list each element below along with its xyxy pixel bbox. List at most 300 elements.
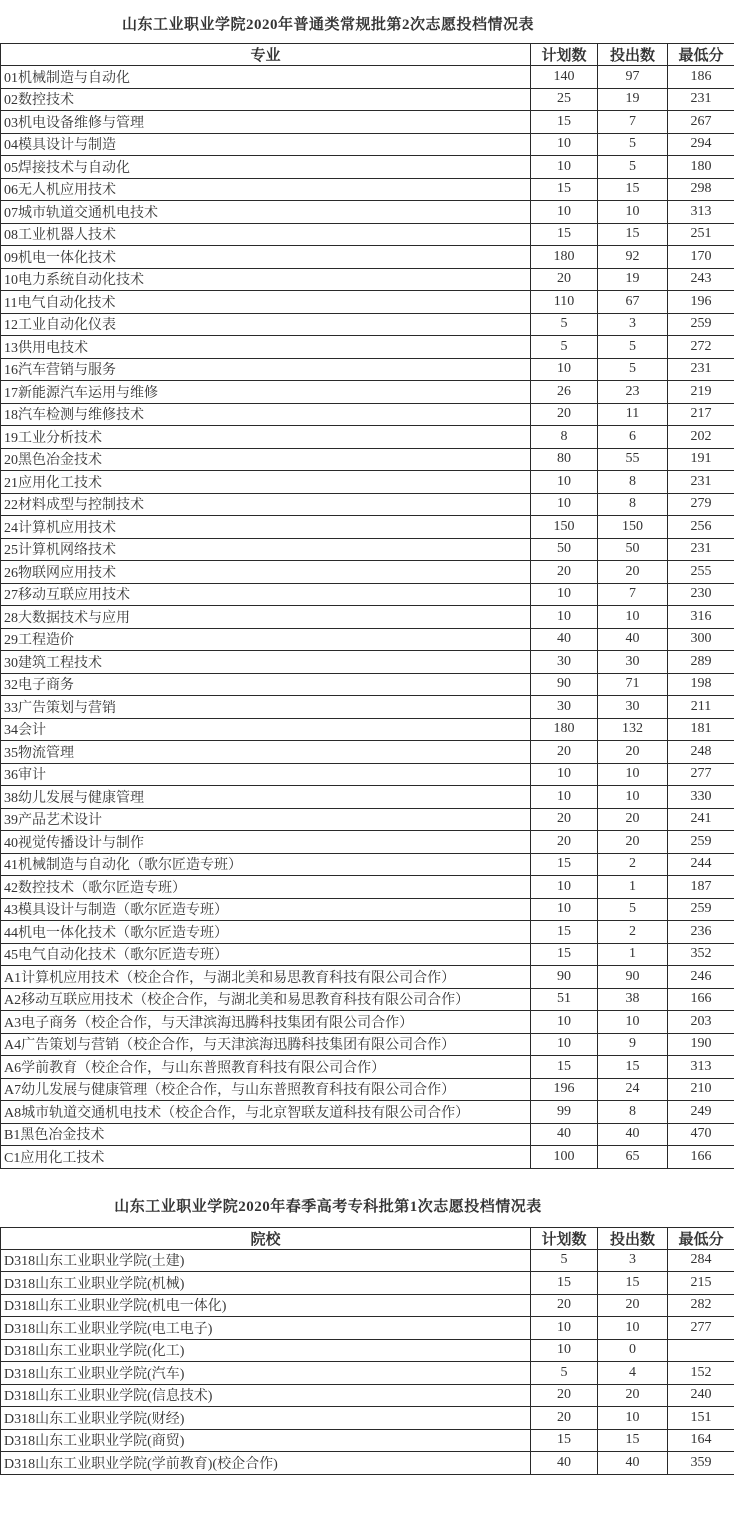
table-row bbox=[1, 1384, 734, 1407]
row-value-cell: 294 bbox=[668, 133, 734, 156]
table-row bbox=[1, 808, 734, 831]
table-row bbox=[1, 291, 734, 314]
table-header-row bbox=[1, 44, 734, 66]
row-label-cell: 38幼儿发展与健康管理 bbox=[1, 786, 531, 809]
row-value-cell: 10 bbox=[598, 1407, 668, 1430]
row-value-cell: 40 bbox=[531, 628, 598, 651]
table-row bbox=[1, 156, 734, 179]
table-row bbox=[1, 448, 734, 471]
row-value-cell: 248 bbox=[668, 741, 734, 764]
row-label-cell: A7幼儿发展与健康管理（校企合作，与山东普照教育科技有限公司合作） bbox=[1, 1078, 531, 1101]
row-value-cell: 217 bbox=[668, 403, 734, 426]
column-header-cast-count: 投出数 bbox=[598, 1227, 668, 1249]
table-row bbox=[1, 1033, 734, 1056]
table-row bbox=[1, 88, 734, 111]
row-value-cell: 3 bbox=[598, 1249, 668, 1272]
table-row bbox=[1, 898, 734, 921]
row-value-cell: 55 bbox=[598, 448, 668, 471]
table-row bbox=[1, 583, 734, 606]
table-row bbox=[1, 223, 734, 246]
row-value-cell: 180 bbox=[668, 156, 734, 179]
row-value-cell: 9 bbox=[598, 1033, 668, 1056]
row-value-cell: 186 bbox=[668, 66, 734, 89]
row-value-cell: 5 bbox=[598, 336, 668, 359]
row-value-cell: 203 bbox=[668, 1011, 734, 1034]
table-row bbox=[1, 313, 734, 336]
table-row bbox=[1, 538, 734, 561]
row-value-cell: 25 bbox=[531, 88, 598, 111]
row-value-cell: 90 bbox=[598, 966, 668, 989]
row-value-cell: 243 bbox=[668, 268, 734, 291]
row-value-cell: 50 bbox=[531, 538, 598, 561]
row-value-cell: 10 bbox=[598, 1317, 668, 1340]
row-value-cell: 5 bbox=[531, 1249, 598, 1272]
row-value-cell: 30 bbox=[598, 651, 668, 674]
spring-exam-table bbox=[0, 1227, 734, 1475]
row-value-cell: 71 bbox=[598, 673, 668, 696]
row-label-cell: 28大数据技术与应用 bbox=[1, 606, 531, 629]
row-value-cell: 289 bbox=[668, 651, 734, 674]
row-value-cell: 166 bbox=[668, 1146, 734, 1169]
table-row bbox=[1, 561, 734, 584]
row-value-cell: 15 bbox=[598, 1429, 668, 1452]
row-value-cell: 2 bbox=[598, 853, 668, 876]
row-value-cell: 20 bbox=[531, 808, 598, 831]
row-label-cell: 40视觉传播设计与制作 bbox=[1, 831, 531, 854]
row-value-cell: 10 bbox=[598, 606, 668, 629]
row-value-cell: 65 bbox=[598, 1146, 668, 1169]
table-row bbox=[1, 606, 734, 629]
row-value-cell: 359 bbox=[668, 1452, 734, 1475]
table-row bbox=[1, 921, 734, 944]
row-value-cell: 211 bbox=[668, 696, 734, 719]
row-label-cell: D318山东工业职业学院(电工电子) bbox=[1, 1317, 531, 1340]
row-value-cell: 259 bbox=[668, 831, 734, 854]
row-value-cell: 15 bbox=[598, 223, 668, 246]
row-value-cell: 92 bbox=[598, 246, 668, 269]
row-value-cell bbox=[668, 1339, 734, 1362]
row-value-cell: 259 bbox=[668, 313, 734, 336]
row-value-cell: 10 bbox=[531, 471, 598, 494]
row-value-cell: 191 bbox=[668, 448, 734, 471]
row-value-cell: 5 bbox=[598, 133, 668, 156]
row-value-cell: 24 bbox=[598, 1078, 668, 1101]
row-value-cell: 316 bbox=[668, 606, 734, 629]
row-value-cell: 10 bbox=[598, 763, 668, 786]
table-row bbox=[1, 943, 734, 966]
table-row bbox=[1, 381, 734, 404]
table-row bbox=[1, 628, 734, 651]
row-value-cell: 140 bbox=[531, 66, 598, 89]
row-value-cell: 244 bbox=[668, 853, 734, 876]
row-value-cell: 90 bbox=[531, 966, 598, 989]
row-label-cell: A6学前教育（校企合作，与山东普照教育科技有限公司合作） bbox=[1, 1056, 531, 1079]
row-label-cell: 41机械制造与自动化（歌尔匠造专班） bbox=[1, 853, 531, 876]
row-value-cell: 298 bbox=[668, 178, 734, 201]
table-row bbox=[1, 1101, 734, 1124]
row-value-cell: 1 bbox=[598, 943, 668, 966]
row-label-cell: 36审计 bbox=[1, 763, 531, 786]
row-value-cell: 15 bbox=[531, 853, 598, 876]
table-row bbox=[1, 111, 734, 134]
row-label-cell: 16汽车营销与服务 bbox=[1, 358, 531, 381]
row-label-cell: 32电子商务 bbox=[1, 673, 531, 696]
row-label-cell: D318山东工业职业学院(信息技术) bbox=[1, 1384, 531, 1407]
row-value-cell: 5 bbox=[531, 313, 598, 336]
column-header-plan-count: 计划数 bbox=[531, 1227, 598, 1249]
row-value-cell: 151 bbox=[668, 1407, 734, 1430]
spring-exam-table-title: 山东工业职业学院2020年春季高考专科批第1次志愿投档情况表 bbox=[114, 1198, 542, 1215]
row-label-cell: 20黑色冶金技术 bbox=[1, 448, 531, 471]
row-value-cell: 231 bbox=[668, 471, 734, 494]
row-value-cell: 30 bbox=[531, 696, 598, 719]
row-value-cell: 97 bbox=[598, 66, 668, 89]
row-label-cell: D318山东工业职业学院(机电一体化) bbox=[1, 1294, 531, 1317]
row-value-cell: 20 bbox=[531, 1294, 598, 1317]
row-value-cell: 40 bbox=[531, 1123, 598, 1146]
row-label-cell: 30建筑工程技术 bbox=[1, 651, 531, 674]
row-value-cell: 279 bbox=[668, 493, 734, 516]
row-value-cell: 8 bbox=[531, 426, 598, 449]
row-value-cell: 267 bbox=[668, 111, 734, 134]
table-row bbox=[1, 1452, 734, 1475]
row-label-cell: 02数控技术 bbox=[1, 88, 531, 111]
row-value-cell: 10 bbox=[531, 786, 598, 809]
row-value-cell: 251 bbox=[668, 223, 734, 246]
regular-batch-table-body bbox=[1, 66, 734, 1169]
table-row bbox=[1, 831, 734, 854]
row-value-cell: 284 bbox=[668, 1249, 734, 1272]
row-value-cell: 20 bbox=[531, 1407, 598, 1430]
row-value-cell: 10 bbox=[531, 583, 598, 606]
row-value-cell: 10 bbox=[531, 1317, 598, 1340]
table-row bbox=[1, 358, 734, 381]
row-value-cell: 11 bbox=[598, 403, 668, 426]
row-label-cell: 17新能源汽车运用与维修 bbox=[1, 381, 531, 404]
row-label-cell: D318山东工业职业学院(财经) bbox=[1, 1407, 531, 1430]
row-value-cell: 10 bbox=[598, 786, 668, 809]
row-label-cell: 11电气自动化技术 bbox=[1, 291, 531, 314]
row-value-cell: 230 bbox=[668, 583, 734, 606]
table-row bbox=[1, 1249, 734, 1272]
table-row bbox=[1, 1294, 734, 1317]
row-value-cell: 10 bbox=[531, 358, 598, 381]
row-value-cell: 23 bbox=[598, 381, 668, 404]
table-row bbox=[1, 718, 734, 741]
row-label-cell: 29工程造价 bbox=[1, 628, 531, 651]
row-value-cell: 10 bbox=[531, 898, 598, 921]
row-value-cell: 26 bbox=[531, 381, 598, 404]
row-label-cell: D318山东工业职业学院(汽车) bbox=[1, 1362, 531, 1385]
row-value-cell: 5 bbox=[531, 1362, 598, 1385]
row-value-cell: 67 bbox=[598, 291, 668, 314]
row-label-cell: 34会计 bbox=[1, 718, 531, 741]
row-value-cell: 8 bbox=[598, 1101, 668, 1124]
row-value-cell: 246 bbox=[668, 966, 734, 989]
row-value-cell: 10 bbox=[598, 1011, 668, 1034]
row-value-cell: 219 bbox=[668, 381, 734, 404]
row-value-cell: 10 bbox=[531, 876, 598, 899]
row-value-cell: 20 bbox=[531, 403, 598, 426]
row-label-cell: D318山东工业职业学院(学前教育)(校企合作) bbox=[1, 1452, 531, 1475]
row-value-cell: 313 bbox=[668, 201, 734, 224]
row-label-cell: 04模具设计与制造 bbox=[1, 133, 531, 156]
row-label-cell: 39产品艺术设计 bbox=[1, 808, 531, 831]
row-label-cell: A3电子商务（校企合作，与天津滨海迅腾科技集团有限公司合作） bbox=[1, 1011, 531, 1034]
row-value-cell: 15 bbox=[531, 1056, 598, 1079]
row-value-cell: 180 bbox=[531, 246, 598, 269]
row-label-cell: 22材料成型与控制技术 bbox=[1, 493, 531, 516]
row-label-cell: D318山东工业职业学院(土建) bbox=[1, 1249, 531, 1272]
row-value-cell: 255 bbox=[668, 561, 734, 584]
row-label-cell: A4广告策划与营销（校企合作，与天津滨海迅腾科技集团有限公司合作） bbox=[1, 1033, 531, 1056]
row-value-cell: 215 bbox=[668, 1272, 734, 1295]
row-value-cell: 51 bbox=[531, 988, 598, 1011]
row-label-cell: 24计算机应用技术 bbox=[1, 516, 531, 539]
table-row bbox=[1, 1272, 734, 1295]
table-row bbox=[1, 741, 734, 764]
row-value-cell: 231 bbox=[668, 358, 734, 381]
row-label-cell: 10电力系统自动化技术 bbox=[1, 268, 531, 291]
row-value-cell: 15 bbox=[531, 1272, 598, 1295]
row-value-cell: 4 bbox=[598, 1362, 668, 1385]
row-value-cell: 20 bbox=[598, 741, 668, 764]
row-label-cell: 13供用电技术 bbox=[1, 336, 531, 359]
row-value-cell: 20 bbox=[598, 1294, 668, 1317]
row-value-cell: 40 bbox=[598, 628, 668, 651]
row-value-cell: 256 bbox=[668, 516, 734, 539]
row-value-cell: 15 bbox=[531, 178, 598, 201]
row-value-cell: 150 bbox=[598, 516, 668, 539]
row-value-cell: 5 bbox=[531, 336, 598, 359]
row-value-cell: 277 bbox=[668, 763, 734, 786]
row-value-cell: 40 bbox=[598, 1452, 668, 1475]
row-value-cell: 40 bbox=[531, 1452, 598, 1475]
row-value-cell: 110 bbox=[531, 291, 598, 314]
spring-exam-table-body bbox=[1, 1249, 734, 1474]
row-value-cell: 231 bbox=[668, 88, 734, 111]
table-row bbox=[1, 1429, 734, 1452]
row-label-cell: 43模具设计与制造（歌尔匠造专班） bbox=[1, 898, 531, 921]
table-row bbox=[1, 133, 734, 156]
row-label-cell: 08工业机器人技术 bbox=[1, 223, 531, 246]
column-header-min-score: 最低分 bbox=[668, 1227, 734, 1249]
row-value-cell: 2 bbox=[598, 921, 668, 944]
row-label-cell: 05焊接技术与自动化 bbox=[1, 156, 531, 179]
row-value-cell: 10 bbox=[531, 156, 598, 179]
row-value-cell: 5 bbox=[598, 898, 668, 921]
row-value-cell: 19 bbox=[598, 268, 668, 291]
table-row bbox=[1, 1146, 734, 1169]
row-value-cell: 10 bbox=[531, 201, 598, 224]
row-value-cell: 7 bbox=[598, 583, 668, 606]
row-value-cell: 196 bbox=[668, 291, 734, 314]
table-row bbox=[1, 1407, 734, 1430]
row-value-cell: 152 bbox=[668, 1362, 734, 1385]
table-row bbox=[1, 1339, 734, 1362]
row-value-cell: 40 bbox=[598, 1123, 668, 1146]
row-value-cell: 470 bbox=[668, 1123, 734, 1146]
row-value-cell: 19 bbox=[598, 88, 668, 111]
row-value-cell: 272 bbox=[668, 336, 734, 359]
row-value-cell: 166 bbox=[668, 988, 734, 1011]
table-row bbox=[1, 876, 734, 899]
row-value-cell: 1 bbox=[598, 876, 668, 899]
row-value-cell: 15 bbox=[598, 1056, 668, 1079]
row-label-cell: 03机电设备维修与管理 bbox=[1, 111, 531, 134]
table-row bbox=[1, 471, 734, 494]
row-label-cell: C1应用化工技术 bbox=[1, 1146, 531, 1169]
table-row bbox=[1, 966, 734, 989]
row-value-cell: 181 bbox=[668, 718, 734, 741]
table-row bbox=[1, 246, 734, 269]
row-label-cell: A1计算机应用技术（校企合作，与湖北美和易思教育科技有限公司合作） bbox=[1, 966, 531, 989]
row-label-cell: 44机电一体化技术（歌尔匠造专班） bbox=[1, 921, 531, 944]
row-value-cell: 10 bbox=[531, 1033, 598, 1056]
row-value-cell: 352 bbox=[668, 943, 734, 966]
row-label-cell: D318山东工业职业学院(化工) bbox=[1, 1339, 531, 1362]
row-label-cell: 35物流管理 bbox=[1, 741, 531, 764]
table-row bbox=[1, 403, 734, 426]
table-row bbox=[1, 201, 734, 224]
row-value-cell: 210 bbox=[668, 1078, 734, 1101]
row-value-cell: 187 bbox=[668, 876, 734, 899]
table-row bbox=[1, 1056, 734, 1079]
row-value-cell: 20 bbox=[531, 1384, 598, 1407]
table-row bbox=[1, 1011, 734, 1034]
row-value-cell: 132 bbox=[598, 718, 668, 741]
table-row bbox=[1, 1078, 734, 1101]
row-value-cell: 8 bbox=[598, 471, 668, 494]
table-row bbox=[1, 763, 734, 786]
row-value-cell: 20 bbox=[598, 1384, 668, 1407]
row-value-cell: 99 bbox=[531, 1101, 598, 1124]
row-value-cell: 236 bbox=[668, 921, 734, 944]
row-value-cell: 20 bbox=[531, 741, 598, 764]
table-row bbox=[1, 426, 734, 449]
row-label-cell: D318山东工业职业学院(机械) bbox=[1, 1272, 531, 1295]
regular-batch-table bbox=[0, 43, 734, 1169]
row-value-cell: 15 bbox=[598, 178, 668, 201]
table-row bbox=[1, 988, 734, 1011]
table-row bbox=[1, 336, 734, 359]
row-value-cell: 6 bbox=[598, 426, 668, 449]
row-value-cell: 15 bbox=[531, 111, 598, 134]
row-label-cell: 21应用化工技术 bbox=[1, 471, 531, 494]
row-value-cell: 5 bbox=[598, 358, 668, 381]
row-value-cell: 15 bbox=[598, 1272, 668, 1295]
row-label-cell: 26物联网应用技术 bbox=[1, 561, 531, 584]
row-value-cell: 10 bbox=[531, 133, 598, 156]
row-value-cell: 15 bbox=[531, 921, 598, 944]
row-value-cell: 10 bbox=[598, 201, 668, 224]
row-value-cell: 241 bbox=[668, 808, 734, 831]
row-label-cell: 45电气自动化技术（歌尔匠造专班） bbox=[1, 943, 531, 966]
row-value-cell: 20 bbox=[531, 268, 598, 291]
row-value-cell: 15 bbox=[531, 943, 598, 966]
table-row bbox=[1, 178, 734, 201]
column-header-plan-count: 计划数 bbox=[531, 44, 598, 66]
row-value-cell: 7 bbox=[598, 111, 668, 134]
row-value-cell: 330 bbox=[668, 786, 734, 809]
row-value-cell: 50 bbox=[598, 538, 668, 561]
row-value-cell: 5 bbox=[598, 156, 668, 179]
table-row bbox=[1, 696, 734, 719]
regular-batch-table-title: 山东工业职业学院2020年普通类常规批第2次志愿投档情况表 bbox=[121, 17, 534, 33]
row-value-cell: 0 bbox=[598, 1339, 668, 1362]
row-value-cell: 30 bbox=[598, 696, 668, 719]
row-value-cell: 90 bbox=[531, 673, 598, 696]
row-value-cell: 164 bbox=[668, 1429, 734, 1452]
row-value-cell: 10 bbox=[531, 1011, 598, 1034]
row-value-cell: 300 bbox=[668, 628, 734, 651]
row-value-cell: 259 bbox=[668, 898, 734, 921]
row-value-cell: 180 bbox=[531, 718, 598, 741]
row-value-cell: 10 bbox=[531, 1339, 598, 1362]
row-label-cell: 19工业分析技术 bbox=[1, 426, 531, 449]
table-row bbox=[1, 516, 734, 539]
row-value-cell: 240 bbox=[668, 1384, 734, 1407]
row-value-cell: 150 bbox=[531, 516, 598, 539]
row-value-cell: 3 bbox=[598, 313, 668, 336]
table-header-row bbox=[1, 1227, 734, 1249]
row-value-cell: 249 bbox=[668, 1101, 734, 1124]
row-label-cell: 25计算机网络技术 bbox=[1, 538, 531, 561]
row-label-cell: A2移动互联应用技术（校企合作，与湖北美和易思教育科技有限公司合作） bbox=[1, 988, 531, 1011]
row-value-cell: 20 bbox=[598, 561, 668, 584]
row-value-cell: 38 bbox=[598, 988, 668, 1011]
row-label-cell: 06无人机应用技术 bbox=[1, 178, 531, 201]
row-value-cell: 30 bbox=[531, 651, 598, 674]
table-row bbox=[1, 493, 734, 516]
row-label-cell: 09机电一体化技术 bbox=[1, 246, 531, 269]
table-row bbox=[1, 268, 734, 291]
table-row bbox=[1, 1123, 734, 1146]
table-row bbox=[1, 786, 734, 809]
row-value-cell: 198 bbox=[668, 673, 734, 696]
row-label-cell: 33广告策划与营销 bbox=[1, 696, 531, 719]
row-value-cell: 202 bbox=[668, 426, 734, 449]
row-label-cell: D318山东工业职业学院(商贸) bbox=[1, 1429, 531, 1452]
row-label-cell: 01机械制造与自动化 bbox=[1, 66, 531, 89]
row-value-cell: 10 bbox=[531, 763, 598, 786]
row-value-cell: 231 bbox=[668, 538, 734, 561]
row-value-cell: 20 bbox=[531, 561, 598, 584]
row-value-cell: 15 bbox=[531, 1429, 598, 1452]
table-row bbox=[1, 1317, 734, 1340]
row-value-cell: 10 bbox=[531, 493, 598, 516]
row-value-cell: 20 bbox=[598, 808, 668, 831]
table-row bbox=[1, 853, 734, 876]
row-value-cell: 170 bbox=[668, 246, 734, 269]
table-row bbox=[1, 66, 734, 89]
column-header-major: 专业 bbox=[1, 44, 531, 66]
row-label-cell: A8城市轨道交通机电技术（校企合作，与北京智联友道科技有限公司合作） bbox=[1, 1101, 531, 1124]
column-header-min-score: 最低分 bbox=[668, 44, 734, 66]
row-value-cell: 20 bbox=[598, 831, 668, 854]
column-header-cast-count: 投出数 bbox=[598, 44, 668, 66]
row-label-cell: 42数控技术（歌尔匠造专班） bbox=[1, 876, 531, 899]
row-value-cell: 277 bbox=[668, 1317, 734, 1340]
row-value-cell: 10 bbox=[531, 606, 598, 629]
row-label-cell: 18汽车检测与维修技术 bbox=[1, 403, 531, 426]
row-value-cell: 100 bbox=[531, 1146, 598, 1169]
row-value-cell: 196 bbox=[531, 1078, 598, 1101]
row-value-cell: 15 bbox=[531, 223, 598, 246]
table-row bbox=[1, 651, 734, 674]
table-row bbox=[1, 1362, 734, 1385]
row-value-cell: 282 bbox=[668, 1294, 734, 1317]
